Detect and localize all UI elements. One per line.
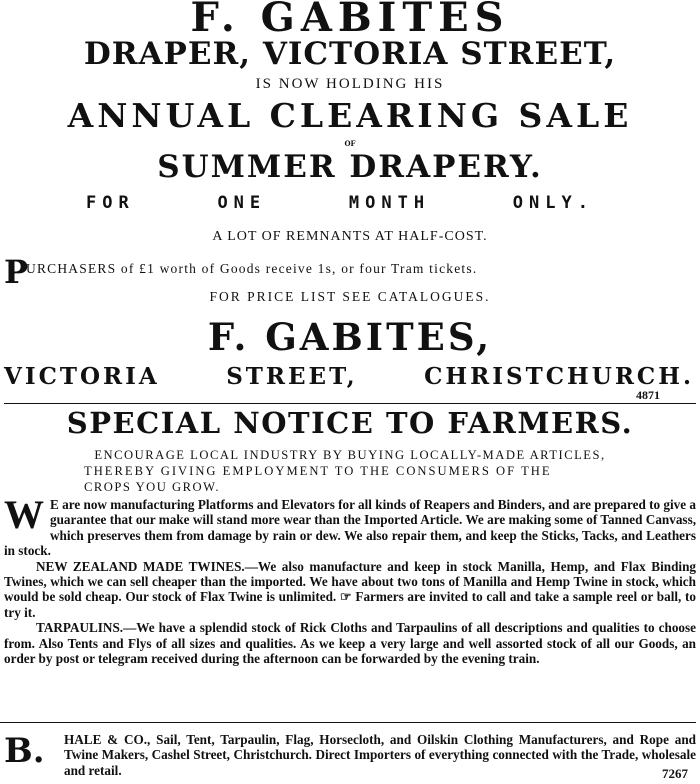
ad2-dropcap: W <box>4 492 44 537</box>
divider-2 <box>0 722 696 723</box>
ad1-purchasers-dropcap: P <box>4 253 29 291</box>
ad1-word-month: MONTH <box>348 193 431 213</box>
ad2-para-tarpaulins: TARPAULINS.—We have a splendid stock of Rick Cloths and Tarpaulins of all descriptions and qualities to choose from. Also Tents and Flys of all sizes and qualities. As we keep a very large and well assorted stock of all our Goods, an order by post or telegram received during the afternoon can be forwarded by the evening train. <box>4 620 696 667</box>
ad2-intro-line2: THEREBY GIVING EMPLOYMENT TO THE CONSUMERS OF THE <box>84 464 552 478</box>
ad1-purchasers-text: URCHASERS of £1 worth of Goods receive 1s, or four Tram tickets. <box>26 261 478 276</box>
ad1-address-christchurch: CHRISTCHURCH. <box>424 363 694 390</box>
divider-1 <box>4 403 696 404</box>
ad1-ref-number: 4871 <box>636 388 660 402</box>
ad1-name: F. GABITES <box>190 0 510 41</box>
ad2-para-platforms-text: E are now manufacturing Platforms and Elevators for all kinds of Reapers and Binders, and are prepared to give a guarantee that our make will stand more wear than the Imported Article. We are making some of Tanned Canvass, which preserves them from damage by rain or dew. We also repair them, and keep the Sticks, Tacks, and Leathers in stock. <box>4 497 696 559</box>
ad1-remnants-line: A LOT OF REMNANTS AT HALF-COST. <box>212 229 488 244</box>
ad1-address-street: STREET, <box>226 363 358 390</box>
ad1-sale-line: ANNUAL CLEARING SALE <box>67 96 633 135</box>
ad2-body <box>4 492 696 667</box>
ad1-word-for: FOR <box>86 193 135 213</box>
ad1-name-repeat: F. GABITES, <box>207 315 493 359</box>
ad2-para-platforms <box>4 492 696 559</box>
ad2-para-twines: NEW ZEALAND MADE TWINES.—We also manufacture and keep in stock Manilla, Hemp, and Flax Binding Twines, which we can sell cheaper than the imported. We have about two tons of Manilla and Hemp Twine in stock, which would be sold cheap. Our stock of Flax Twine is unlimited. ☞ Farmers are invited to call and take a sample reel or ball, to try it. <box>4 558 696 620</box>
ad1-price-list-line: FOR PRICE LIST SEE CATALOGUES. <box>209 289 491 304</box>
ad2-headline: SPECIAL NOTICE TO FARMERS. <box>66 406 634 440</box>
ad1-month-line <box>0 193 700 217</box>
ad1-holding-line: IS NOW HOLDING HIS <box>255 76 445 92</box>
ad2-intro-line3: CROPS YOU GROW. <box>84 480 220 494</box>
ad1-word-only: ONLY. <box>512 193 594 213</box>
ad3-initial: B. <box>4 731 45 771</box>
ad1-address-victoria: VICTORIA <box>4 363 160 390</box>
ad3-text: HALE & CO., Sail, Tent, Tarpaulin, Flag, Horsecloth, and Oilskin Clothing Manufacturers, and Rope and Twine Makers, Cashel Street, Christchurch. Direct Importers of everything connected with the Trade, wholesale and retail. <box>64 732 696 778</box>
ad1-of: OF <box>344 139 356 148</box>
ad3 <box>4 728 696 784</box>
ad3-text-block <box>64 732 696 778</box>
ad1-draper-line: DRAPER, VICTORIA STREET, <box>83 36 617 72</box>
ad2-intro-line1: ENCOURAGE LOCAL INDUSTRY BY BUYING LOCALLY-MADE ARTICLES, <box>94 448 606 462</box>
ad1-address-line <box>0 363 700 391</box>
ad3-ref-number: 7267 <box>662 766 688 781</box>
ad1-summer-line: SUMMER DRAPERY. <box>157 149 543 185</box>
ad1-purchasers-line <box>0 253 700 291</box>
ad1-word-one: ONE <box>217 193 267 213</box>
